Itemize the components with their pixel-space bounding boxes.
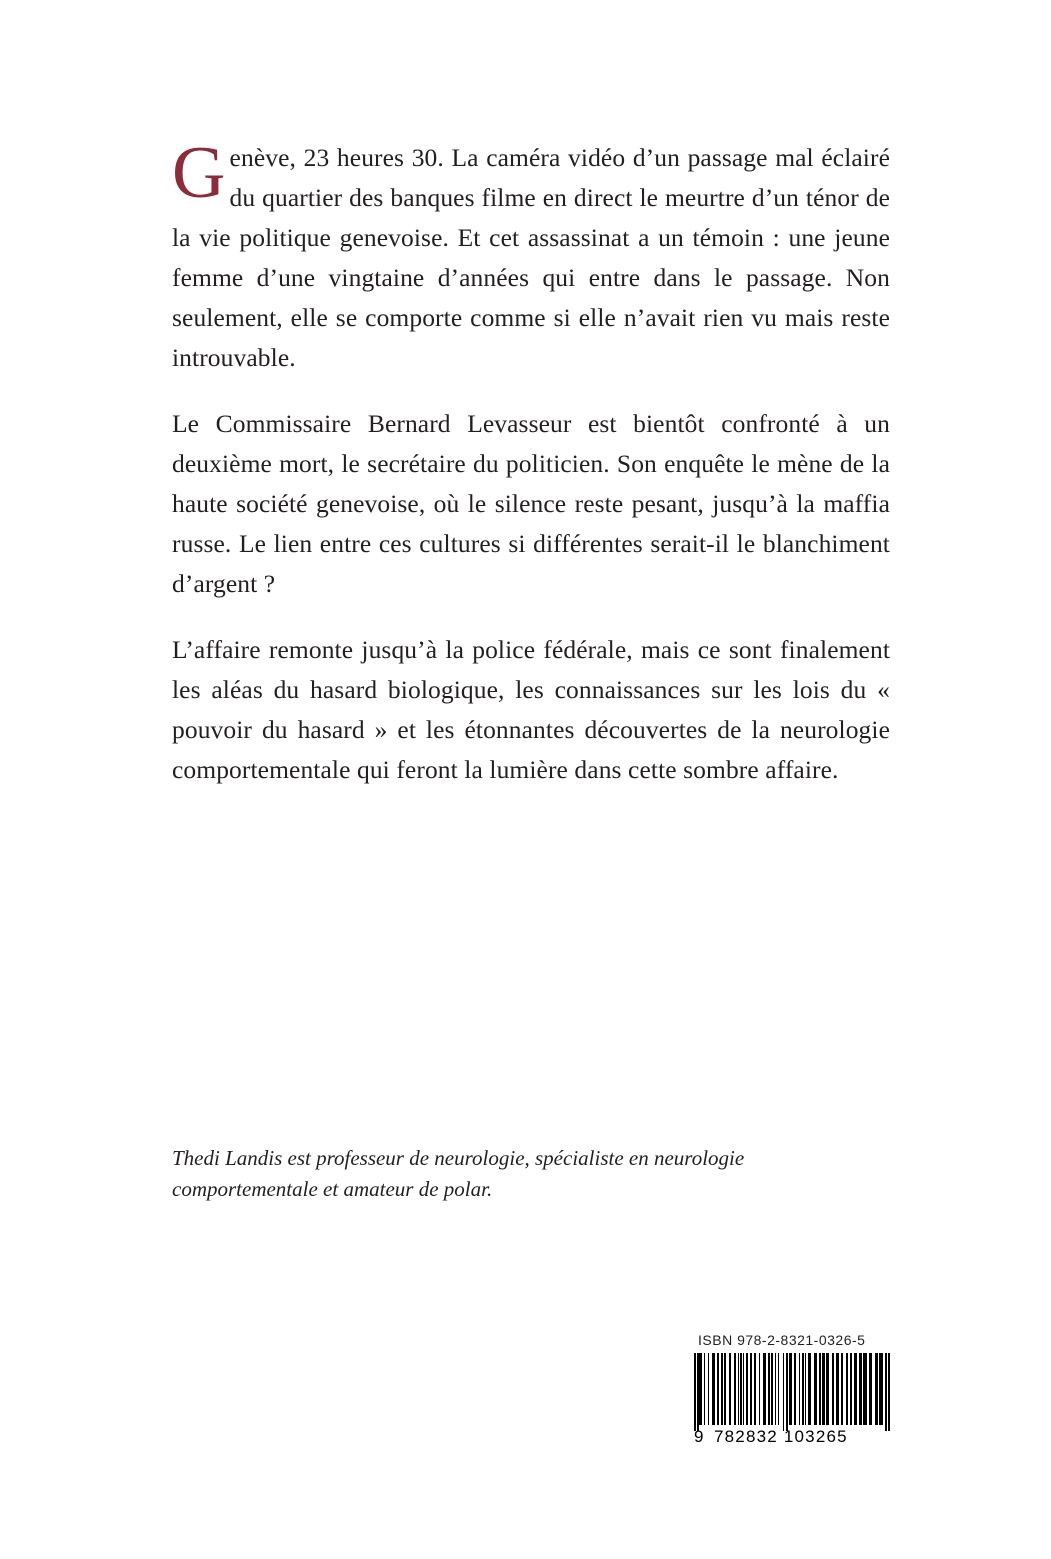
- isbn-block: [694, 1329, 890, 1451]
- author-bio: Thedi Landis est professeur de neurologie, spécialiste en neurologie comportementale et amateur de polar.: [172, 1146, 745, 1201]
- barcode: [694, 1353, 890, 1451]
- blurb-paragraph-3: L’affaire remonte jusqu’à la police fédérale, mais ce sont finalement les aléas du hasard biologique, les connaissances sur les lois du « pouvoir du hasard » et les étonnantes découvertes de la neurologie comportementale qui feront la lumière dans cette sombre affaire.: [172, 635, 890, 784]
- barcode-lead-digit: 9: [694, 1427, 705, 1446]
- blurb-paragraph-2: Le Commissaire Bernard Levasseur est bientôt confronté à un deuxième mort, le secrétaire du politicien. Son enquête le mène de la haute société genevoise, où le silence reste pesant, jusqu’à la maffia russe. Le lien entre ces cultures si différentes serait-il le blanchiment d’argent ?: [172, 409, 890, 598]
- blurb-paragraph-1: [172, 132, 890, 378]
- barcode-main-digits: 782832 103265: [714, 1427, 848, 1446]
- isbn-label: ISBN 978-2-8321-0326-5: [698, 1332, 866, 1348]
- barcode-bars: [694, 1353, 890, 1431]
- drop-cap-letter: G: [172, 132, 226, 214]
- blurb-text: [172, 132, 890, 790]
- blurb-paragraph-1-text: enève, 23 heures 30. La caméra vidéo d’un passage mal éclairé du quartier des banques filme en direct le meurtre d’un ténor de la vie politique genevoise. Et cet assassinat a un témoin : une jeune femme d’une vingtaine d’années qui entre dans le passage. Non seulement, elle se comporte comme si elle n’avait rien vu mais reste introuvable.: [172, 143, 890, 372]
